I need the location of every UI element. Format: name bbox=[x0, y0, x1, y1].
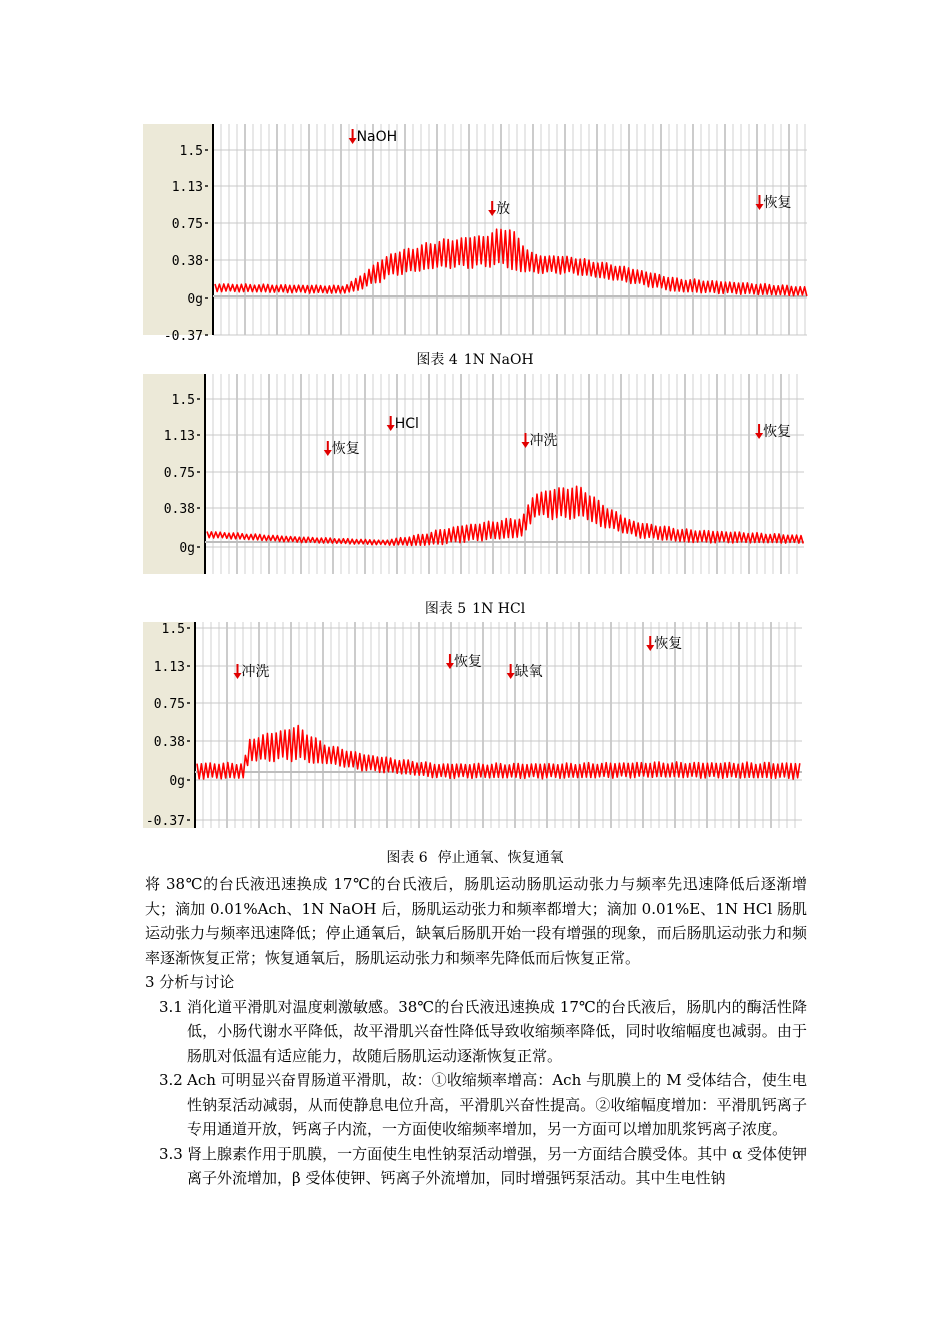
y-tick-label: -0.37 bbox=[145, 814, 185, 829]
y-tick-label: 0.38 bbox=[153, 735, 185, 750]
list-item bbox=[145, 995, 807, 1069]
event-marker-label: 恢复 bbox=[453, 654, 482, 670]
event-marker bbox=[349, 129, 398, 145]
event-marker-label: 恢复 bbox=[763, 195, 792, 211]
event-marker-label: 冲洗 bbox=[529, 433, 558, 449]
list-item bbox=[145, 1068, 807, 1142]
y-tick-label: 0.38 bbox=[171, 254, 203, 269]
list-item-text: Ach 可明显兴奋胃肠道平滑肌，故：①收缩频率增高：Ach 与肌膜上的 M 受体结合，使生电性钠泵活动减弱，从而使静息电位升高，平滑肌兴奋性提高。②收缩幅度增加：平滑肌钙离子专用通道开放，钙离子内流，一方面使收缩频率增加，另一方面可以增加肌浆钙离子浓度。 bbox=[187, 1071, 807, 1138]
event-marker-label: 恢复 bbox=[763, 424, 792, 440]
figure-4-chart bbox=[143, 124, 807, 344]
body-text bbox=[145, 872, 807, 1191]
figure-6-plot bbox=[143, 622, 802, 828]
figure-5-chart bbox=[143, 374, 804, 574]
y-tick-label: 1.5 bbox=[179, 144, 203, 159]
figure-5-caption-text: 1N HCl bbox=[472, 601, 526, 617]
y-tick-label: 0.75 bbox=[153, 697, 185, 712]
figure-5-caption bbox=[0, 600, 950, 618]
list-item-text: 肾上腺素作用于肌膜，一方面使生电性钠泵活动增强，另一方面结合膜受体。其中 α 受体使钾离子外流增加，β 受体使钾、钙离子外流增加，同时增强钙泵活动。其中生电性钠 bbox=[187, 1144, 807, 1187]
figure-4-caption-text: 1N NaOH bbox=[463, 352, 534, 368]
figure-6-caption-label: 图表 6 bbox=[386, 850, 428, 866]
event-marker-label: 缺氧 bbox=[514, 664, 543, 680]
figure-6-caption-text: 停止通氧、恢复通氧 bbox=[437, 850, 564, 866]
event-marker-label: NaOH bbox=[356, 129, 398, 145]
y-tick-label: 0g bbox=[187, 292, 203, 307]
plot-area bbox=[205, 374, 804, 574]
result-paragraph: 将 38℃的台氏液迅速换成 17℃的台氏液后，肠肌运动肠肌运动张力与频率先迅速降低后逐渐增大；滴加 0.01%Ach、1N NaOH 后，肠肌运动张力和频率都增大；滴加 0.01%E、1N HCl 肠肌运动张力与频率迅速降低；停止通氧后，缺氧后肠肌开始一段有增强的现象，而后肠肌运动张力和频率逐渐恢复正常；恢复通氧后，肠肌运动张力和频率先降低而后恢复正常。 bbox=[145, 875, 807, 967]
figure-4-caption-label: 图表 4 bbox=[416, 352, 458, 368]
y-tick-label: 1.13 bbox=[171, 180, 203, 195]
y-tick-label: 1.5 bbox=[161, 622, 185, 637]
figure-4-caption bbox=[0, 351, 950, 369]
figure-5-caption-label: 图表 5 bbox=[424, 601, 467, 617]
event-marker-label: 放 bbox=[496, 201, 511, 217]
section-heading: 3 分析与讨论 bbox=[145, 973, 235, 991]
y-tick-label: 0.75 bbox=[171, 217, 203, 232]
y-tick-label: 0.38 bbox=[163, 502, 195, 517]
y-tick-label: 1.13 bbox=[163, 429, 195, 444]
y-tick-label: 1.5 bbox=[171, 393, 195, 408]
list-item-text: 消化道平滑肌对温度刺激敏感。38℃的台氏液迅速换成 17℃的台氏液后，肠肌内的酶活性降低，小肠代谢水平降低，故平滑肌兴奋性降低导致收缩频率降低，同时收缩幅度也减弱。由于肠肌对低温有适应能力，故随后肠肌运动逐渐恢复正常。 bbox=[187, 997, 807, 1065]
list-item-number: 3.3 bbox=[159, 1144, 183, 1163]
event-marker-label: HCl bbox=[394, 416, 419, 432]
y-tick-label: 0.75 bbox=[163, 466, 195, 481]
figure-4-plot bbox=[143, 124, 807, 344]
list-item bbox=[145, 1142, 807, 1191]
event-marker-label: 冲洗 bbox=[241, 664, 270, 680]
event-marker-label: 恢复 bbox=[331, 441, 360, 457]
event-marker-label: 恢复 bbox=[654, 636, 683, 652]
list-item-number: 3.1 bbox=[159, 997, 183, 1016]
y-tick-label: -0.37 bbox=[163, 329, 203, 344]
axis-panel bbox=[143, 622, 195, 828]
y-tick-label: 1.13 bbox=[153, 660, 185, 675]
figure-5-plot bbox=[143, 374, 804, 574]
event-marker bbox=[488, 201, 510, 217]
list-item-number: 3.2 bbox=[159, 1071, 183, 1089]
figure-6-caption bbox=[0, 849, 950, 867]
figure-6-chart bbox=[143, 622, 802, 828]
y-tick-label: 0g bbox=[169, 774, 185, 789]
event-marker bbox=[387, 416, 419, 432]
y-tick-label: 0g bbox=[179, 541, 195, 556]
